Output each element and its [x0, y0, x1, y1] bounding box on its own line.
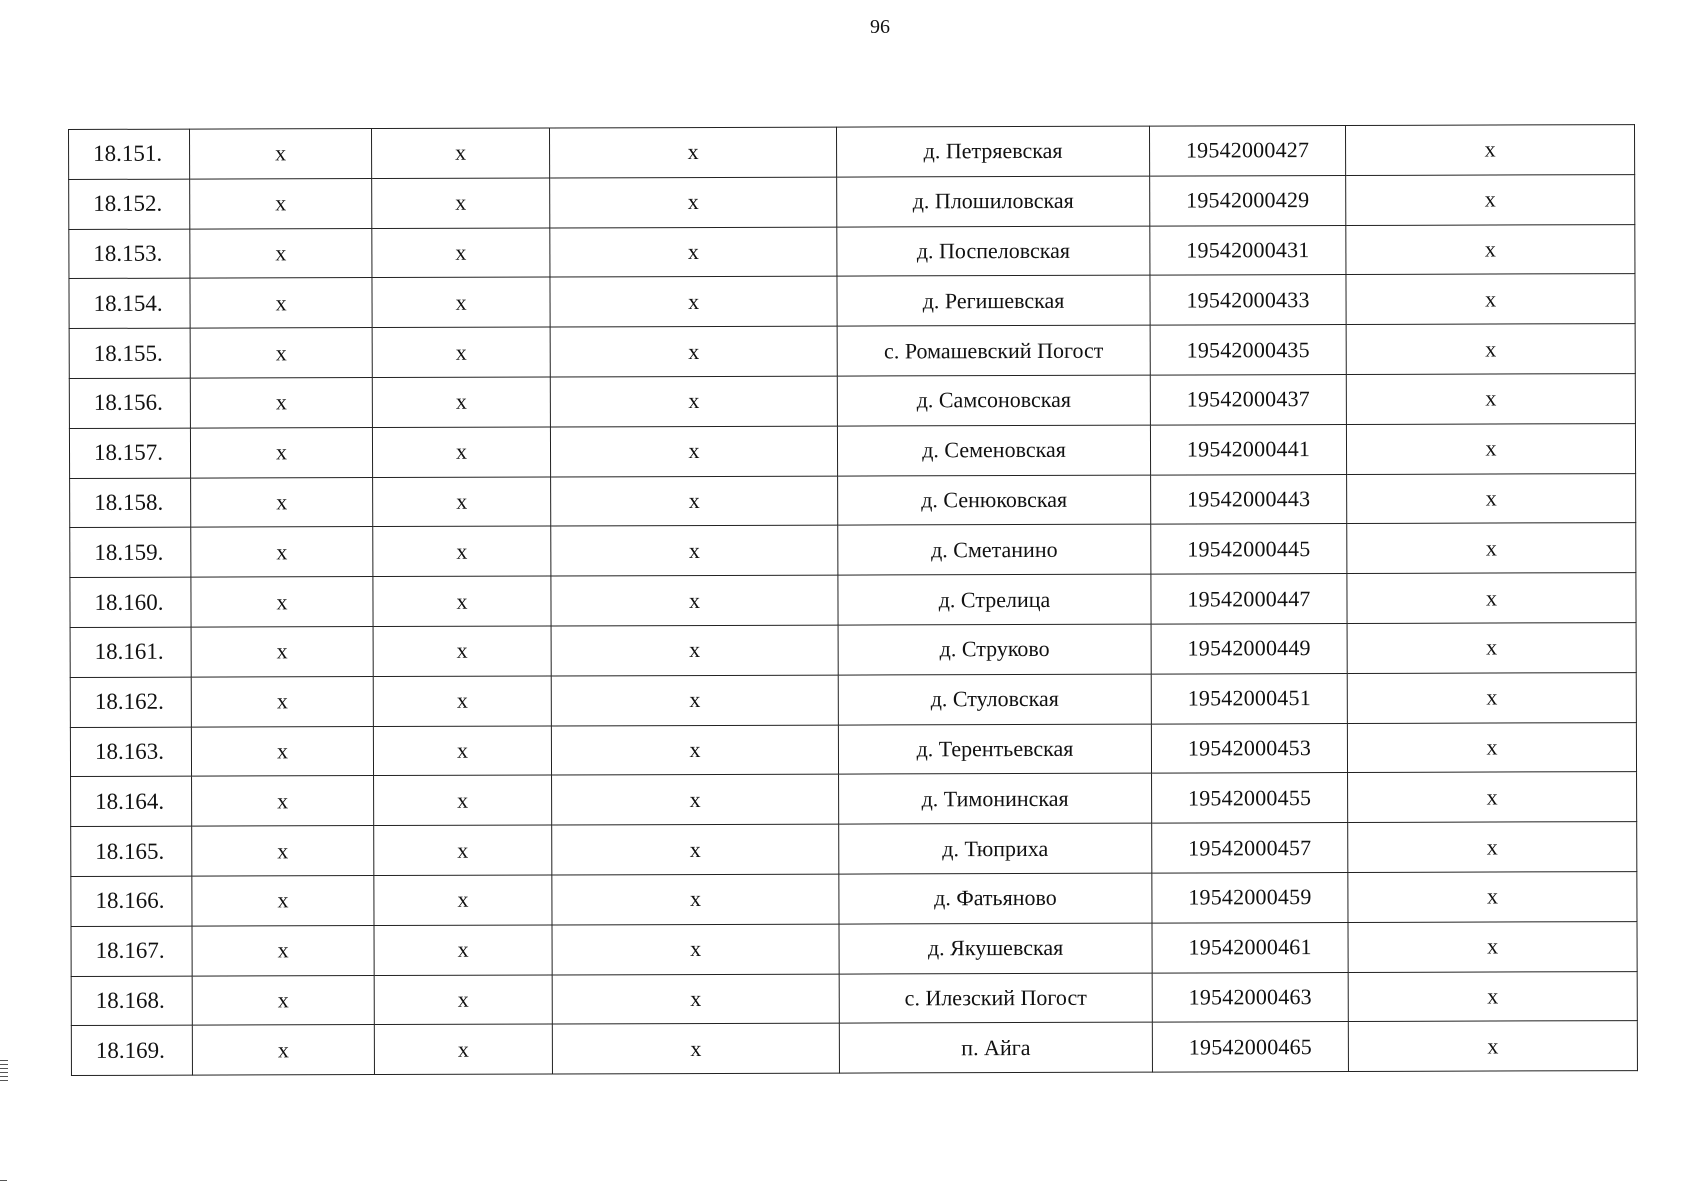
cell-x: x: [191, 676, 373, 726]
settlement-name: д. Сметанино: [838, 524, 1151, 575]
cell-x: x: [551, 476, 838, 527]
cell-x: x: [190, 278, 372, 328]
row-number: 18.165.: [71, 826, 192, 876]
row-number: 18.167.: [71, 926, 192, 976]
row-number: 18.164.: [71, 776, 192, 826]
table-row: [70, 523, 1636, 578]
row-number: 18.168.: [71, 976, 192, 1026]
row-number: 18.160.: [70, 577, 191, 627]
row-number: 18.162.: [70, 677, 191, 727]
cell-x: x: [190, 228, 372, 278]
cell-x: x: [191, 577, 373, 627]
row-number: 18.154.: [69, 279, 190, 329]
cell-x: x: [1348, 971, 1637, 1022]
cell-x: x: [550, 177, 837, 228]
cell-x: x: [1347, 523, 1636, 574]
cell-x: x: [372, 377, 550, 427]
cell-x: x: [192, 1025, 374, 1075]
cell-x: x: [1346, 374, 1635, 425]
scan-mark: [0, 1076, 8, 1077]
cell-x: x: [1347, 672, 1636, 723]
cell-x: x: [192, 826, 374, 876]
cell-x: x: [191, 477, 373, 527]
cell-x: x: [374, 775, 552, 825]
cell-x: x: [191, 726, 373, 776]
cell-x: x: [1346, 274, 1635, 325]
oktmo-code: 19542000459: [1152, 872, 1348, 922]
cell-x: x: [1347, 623, 1636, 674]
table-row: [70, 722, 1636, 777]
table-row: [71, 772, 1637, 827]
cell-x: x: [552, 974, 839, 1025]
cell-x: x: [1347, 573, 1636, 624]
table-row: [69, 423, 1635, 478]
cell-x: x: [552, 924, 839, 975]
table-row: [69, 174, 1635, 229]
settlement-name: д. Тюприха: [839, 823, 1152, 874]
scan-mark: [0, 1060, 8, 1061]
cell-x: x: [552, 874, 839, 925]
row-number: 18.157.: [69, 428, 190, 478]
oktmo-code: 19542000437: [1150, 374, 1346, 424]
oktmo-code: 19542000455: [1152, 773, 1348, 823]
cell-x: x: [190, 178, 372, 228]
table-row: [70, 623, 1636, 678]
cell-x: x: [374, 1024, 552, 1074]
settlement-name: д. Самсоновская: [837, 375, 1150, 426]
cell-x: x: [1346, 224, 1635, 275]
oktmo-code: 19542000451: [1151, 673, 1347, 723]
oktmo-code: 19542000449: [1151, 623, 1347, 673]
oktmo-code: 19542000445: [1151, 524, 1347, 574]
cell-x: x: [374, 975, 552, 1025]
settlement-name: д. Тимонинская: [839, 773, 1152, 824]
scan-mark: [0, 1068, 8, 1069]
cell-x: x: [550, 376, 837, 427]
cell-x: x: [551, 575, 838, 626]
cell-x: x: [190, 427, 372, 477]
cell-x: x: [1347, 473, 1636, 524]
cell-x: x: [550, 426, 837, 477]
cell-x: x: [1348, 772, 1637, 823]
cell-x: x: [1348, 921, 1637, 972]
cell-x: x: [1346, 423, 1635, 474]
scan-mark: [0, 1180, 7, 1181]
cell-x: x: [550, 276, 837, 327]
table-row: [69, 324, 1635, 379]
table-row: [69, 274, 1635, 329]
table-row: [71, 822, 1637, 877]
cell-x: x: [192, 875, 374, 925]
cell-x: x: [372, 277, 550, 327]
cell-x: x: [373, 676, 551, 726]
cell-x: x: [1345, 125, 1634, 176]
row-number: 18.159.: [70, 527, 191, 577]
row-number: 18.169.: [71, 1025, 192, 1075]
oktmo-code: 19542000441: [1150, 424, 1346, 474]
row-number: 18.155.: [69, 328, 190, 378]
settlement-name: д. Плошиловская: [837, 176, 1150, 227]
row-number: 18.166.: [71, 876, 192, 926]
table-row: [71, 872, 1637, 927]
settlements-table: [68, 124, 1638, 1076]
cell-x: x: [1347, 722, 1636, 773]
settlement-name: д. Регишевская: [837, 275, 1150, 326]
cell-x: x: [190, 328, 372, 378]
cell-x: x: [551, 675, 838, 726]
cell-x: x: [190, 129, 372, 179]
cell-x: x: [373, 726, 551, 776]
cell-x: x: [372, 427, 550, 477]
cell-x: x: [373, 526, 551, 576]
settlement-name: д. Фатьяново: [839, 873, 1152, 924]
settlement-name: п. Айга: [839, 1022, 1152, 1073]
oktmo-code: 19542000457: [1152, 823, 1348, 873]
cell-x: x: [551, 725, 838, 776]
scan-mark: [0, 1080, 8, 1081]
row-number: 18.161.: [70, 627, 191, 677]
cell-x: x: [373, 626, 551, 676]
cell-x: x: [1348, 1021, 1637, 1072]
cell-x: x: [1348, 872, 1637, 923]
oktmo-code: 19542000431: [1150, 225, 1346, 275]
cell-x: x: [552, 1023, 839, 1074]
cell-x: x: [191, 627, 373, 677]
oktmo-code: 19542000433: [1150, 275, 1346, 325]
scan-mark: [0, 1072, 8, 1073]
cell-x: x: [552, 824, 839, 875]
settlement-name: д. Терентьевская: [838, 724, 1151, 775]
settlement-name: д. Стуловская: [838, 674, 1151, 725]
settlement-name: д. Сенюковская: [838, 475, 1151, 526]
table-row: [70, 672, 1636, 727]
oktmo-code: 19542000465: [1152, 1022, 1348, 1072]
table-row: [70, 573, 1636, 628]
oktmo-code: 19542000427: [1149, 125, 1345, 175]
settlement-name: д. Якушевская: [839, 923, 1152, 974]
settlements-table-container: [68, 124, 1637, 1076]
cell-x: x: [192, 975, 374, 1025]
row-number: 18.153.: [69, 229, 190, 279]
cell-x: x: [373, 477, 551, 527]
cell-x: x: [1346, 174, 1635, 225]
cell-x: x: [191, 527, 373, 577]
cell-x: x: [1346, 324, 1635, 375]
table-row: [71, 1021, 1637, 1076]
row-number: 18.156.: [69, 378, 190, 428]
settlement-name: с. Илезский Погост: [839, 973, 1152, 1024]
settlement-name: д. Поспеловская: [837, 226, 1150, 277]
cell-x: x: [192, 925, 374, 975]
row-number: 18.151.: [69, 129, 190, 179]
table-row: [71, 921, 1637, 976]
cell-x: x: [550, 227, 837, 278]
cell-x: x: [373, 576, 551, 626]
scan-margin-marks: [0, 1060, 10, 1084]
cell-x: x: [1348, 822, 1637, 873]
cell-x: x: [372, 128, 550, 178]
oktmo-code: 19542000429: [1150, 175, 1346, 225]
settlement-name: д. Семеновская: [837, 425, 1150, 476]
row-number: 18.158.: [70, 478, 191, 528]
settlement-name: д. Петряевская: [836, 126, 1149, 177]
row-number: 18.152.: [69, 179, 190, 229]
table-row: [70, 473, 1636, 528]
cell-x: x: [552, 774, 839, 825]
oktmo-code: 19542000435: [1150, 325, 1346, 375]
cell-x: x: [372, 228, 550, 278]
oktmo-code: 19542000443: [1151, 474, 1347, 524]
table-row: [71, 971, 1637, 1026]
cell-x: x: [372, 178, 550, 228]
cell-x: x: [374, 875, 552, 925]
table-row: [69, 125, 1635, 180]
cell-x: x: [551, 625, 838, 676]
settlement-name: д. Стрелица: [838, 574, 1151, 625]
cell-x: x: [374, 925, 552, 975]
cell-x: x: [551, 525, 838, 576]
cell-x: x: [372, 327, 550, 377]
scan-mark: [0, 1064, 8, 1065]
settlement-name: с. Ромашевский Погост: [837, 325, 1150, 376]
cell-x: x: [374, 825, 552, 875]
cell-x: x: [549, 127, 836, 178]
oktmo-code: 19542000447: [1151, 574, 1347, 624]
oktmo-code: 19542000453: [1151, 723, 1347, 773]
settlement-name: д. Струково: [838, 624, 1151, 675]
table-row: [69, 224, 1635, 279]
row-number: 18.163.: [70, 727, 191, 777]
table-row: [69, 374, 1635, 429]
table-body: [69, 125, 1638, 1076]
cell-x: x: [550, 326, 837, 377]
oktmo-code: 19542000461: [1152, 922, 1348, 972]
page-number: 96: [870, 16, 890, 38]
cell-x: x: [190, 378, 372, 428]
cell-x: x: [192, 776, 374, 826]
oktmo-code: 19542000463: [1152, 972, 1348, 1022]
